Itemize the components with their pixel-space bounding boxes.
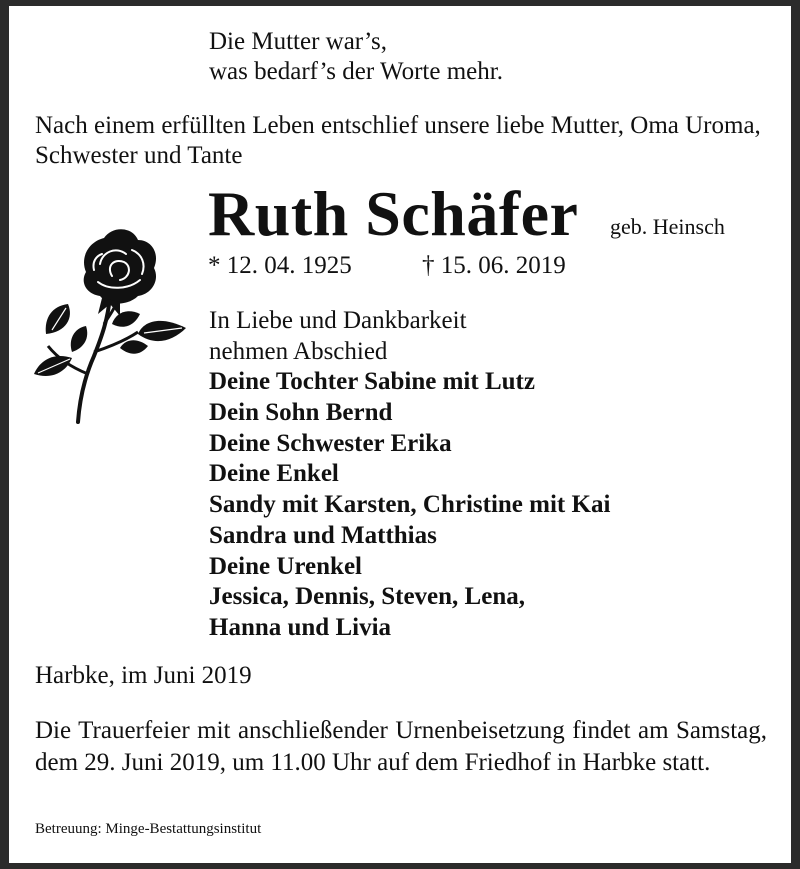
mourner-line: Sandy mit Karsten, Christine mit Kai bbox=[209, 491, 611, 519]
mourner-line: Jessica, Dennis, Steven, Lena, bbox=[209, 583, 525, 611]
mourner-line: Deine Schwester Erika bbox=[209, 429, 452, 457]
rose-icon bbox=[28, 224, 190, 426]
farewell-line: In Liebe und Dankbarkeit bbox=[209, 307, 467, 334]
place-date: Harbke, im Juni 2019 bbox=[35, 662, 252, 689]
mourner-line: Deine Urenkel bbox=[209, 552, 362, 580]
birth-name: geb. Heinsch bbox=[610, 214, 725, 239]
farewell-line: nehmen Abschied bbox=[209, 337, 388, 365]
undertaker-credit: Betreuung: Minge-Bestattungsinstitut bbox=[35, 821, 262, 837]
death-date: † 15. 06. 2019 bbox=[422, 252, 566, 279]
deceased-name: Ruth Schäfer bbox=[208, 178, 579, 249]
mourner-line: Dein Sohn Bernd bbox=[209, 399, 393, 427]
mourners-block bbox=[209, 306, 610, 644]
intro-text: Nach einem erfüllten Leben entschlief unsere liebe Mutter, Oma Uroma, Schwester und Tante bbox=[35, 112, 761, 169]
mourner-line: Deine Tochter Sabine mit Lutz bbox=[209, 368, 535, 396]
mourner-line: Hanna und Livia bbox=[209, 613, 392, 641]
motto-line: Die Mutter war’s, bbox=[209, 28, 387, 55]
motto bbox=[209, 27, 503, 87]
motto-line: was bedarf’s der Worte mehr. bbox=[209, 58, 503, 85]
mourner-line: Sandra und Matthias bbox=[209, 521, 437, 549]
funeral-notice: Die Trauerfeier mit anschließender Urnenbeisetzung findet am Samstag, dem 29. Juni 2019, um 11.00 Uhr auf dem Friedhof in Harbke statt. bbox=[35, 717, 767, 776]
birth-date: * 12. 04. 1925 bbox=[208, 252, 352, 279]
mourner-line: Deine Enkel bbox=[209, 460, 339, 488]
